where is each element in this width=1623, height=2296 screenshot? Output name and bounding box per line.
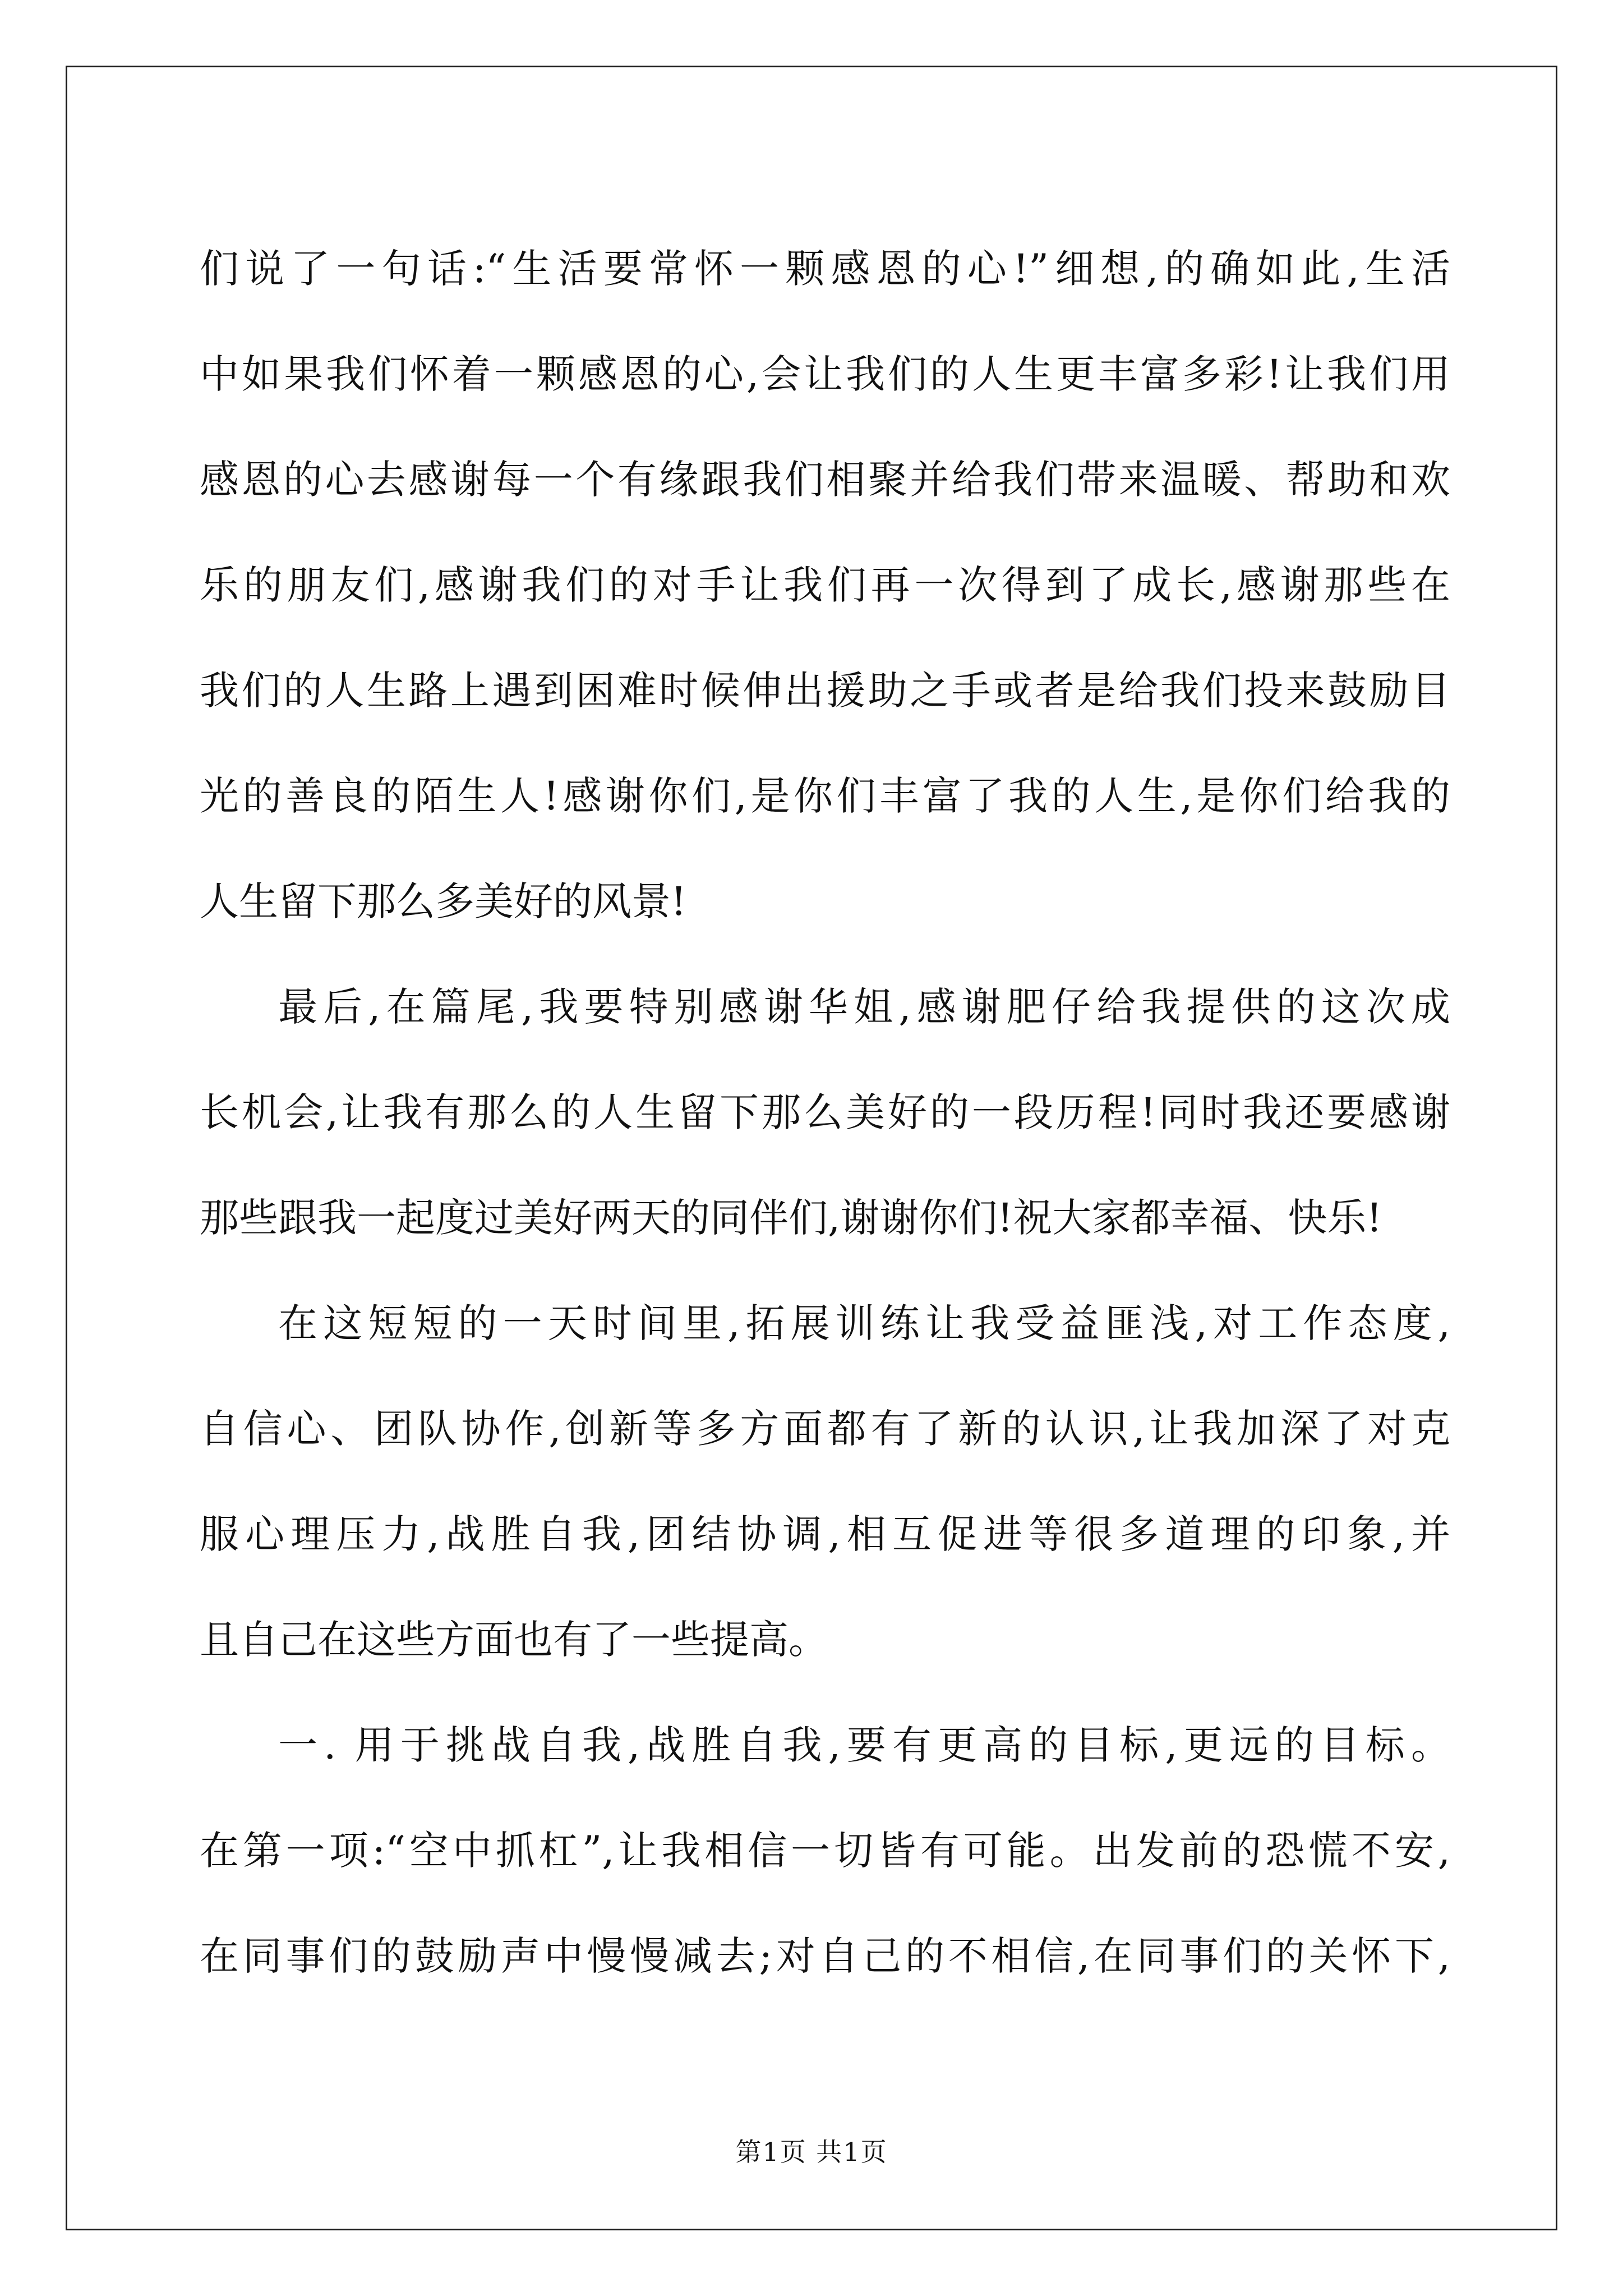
text-line: 在第一项:“空中抓杠”,让我相信一切皆有可能。出发前的恐慌不安, (200, 1828, 1450, 1874)
text-line: 服心理压力,战胜自我,团结协调,相互促进等很多道理的印象,并 (200, 1511, 1450, 1557)
text-line: 最后,在篇尾,我要特别感谢华姐,感谢肥仔给我提供的这次成 (278, 984, 1450, 1030)
text-line: 乐的朋友们,感谢我们的对手让我们再一次得到了成长,感谢那些在 (200, 562, 1450, 608)
text-line: 在同事们的鼓励声中慢慢减去;对自己的不相信,在同事们的关怀下, (200, 1933, 1450, 1979)
text-line: 人生留下那么多美好的风景! (200, 878, 687, 924)
text-line: 在这短短的一天时间里,拓展训练让我受益匪浅,对工作态度, (278, 1300, 1450, 1346)
text-line: 中如果我们怀着一颗感恩的心,会让我们的人生更丰富多彩!让我们用 (200, 351, 1450, 397)
text-line: 光的善良的陌生人!感谢你们,是你们丰富了我的人生,是你们给我的 (200, 773, 1450, 819)
text-line: 们说了一句话:“生活要常怀一颗感恩的心!”细想,的确如此,生活 (200, 246, 1450, 292)
text-line: 我们的人生路上遇到困难时候伸出援助之手或者是给我们投来鼓励目 (200, 668, 1450, 714)
text-line: 长机会,让我有那么的人生留下那么美好的一段历程!同时我还要感谢 (200, 1089, 1450, 1135)
page-footer: 第1页 共1页 (735, 2137, 888, 2167)
text-line: 感恩的心去感谢每一个有缘跟我们相聚并给我们带来温暖、帮助和欢 (200, 457, 1450, 503)
text-line: 那些跟我一起度过美好两天的同伴们,谢谢你们!祝大家都幸福、快乐! (200, 1195, 1382, 1241)
document-body (200, 216, 1450, 2009)
text-line: 自信心、团队协作,创新等多方面都有了新的认识,让我加深了对克 (200, 1406, 1450, 1452)
text-line: 且自己在这些方面也有了一些提高。 (200, 1617, 828, 1663)
text-line: 一. 用于挑战自我,战胜自我,要有更高的目标,更远的目标。 (278, 1722, 1450, 1768)
